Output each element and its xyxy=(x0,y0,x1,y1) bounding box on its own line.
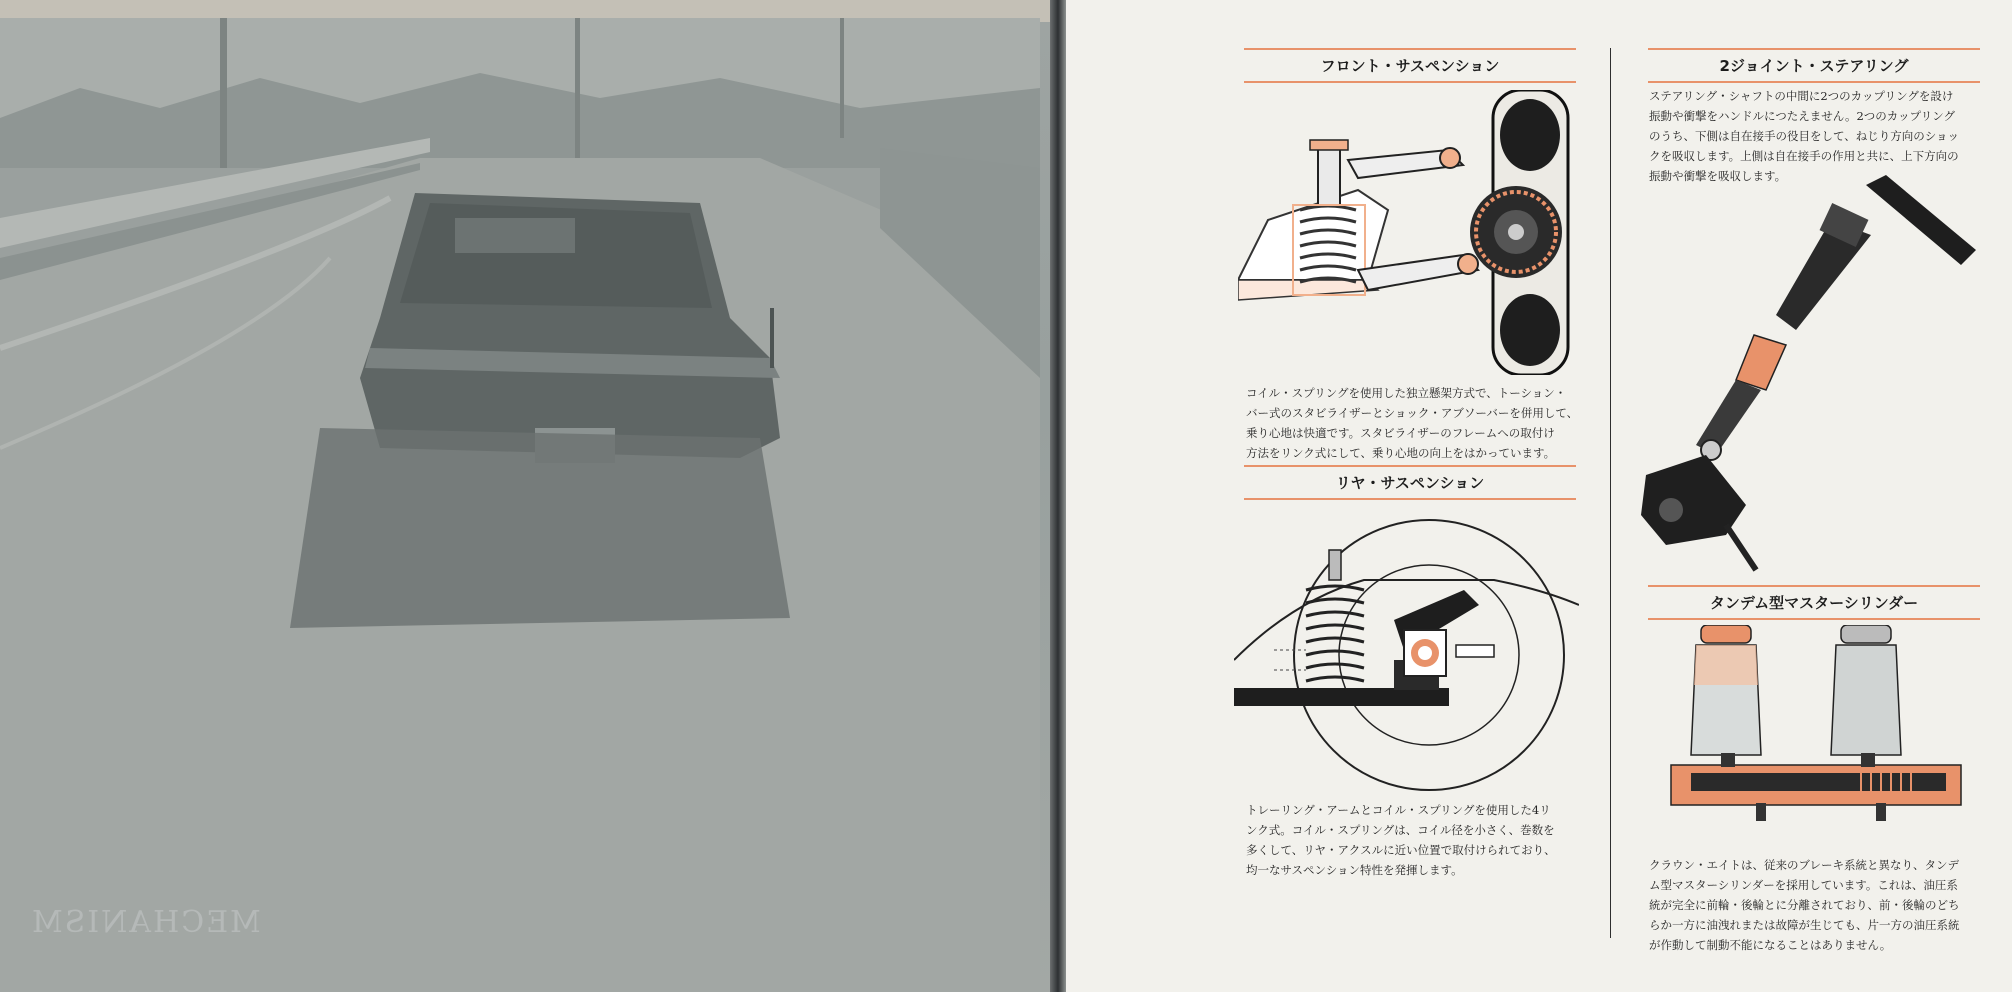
text-line: ム型マスターシリンダーを採用しています。これは、油圧系 xyxy=(1649,878,1958,892)
front-suspension-title: フロント・サスペンション xyxy=(1244,48,1576,83)
text-line: クラウン・エイトは、従来のブレーキ系統と異なり、タンデ xyxy=(1649,858,1960,872)
text-line: 振動や衝撃を吸収します。 xyxy=(1649,169,1787,183)
column-divider xyxy=(1610,48,1611,938)
front-suspension-illustration xyxy=(1238,90,1578,375)
master-cylinder-illustration xyxy=(1666,625,1966,825)
text-line: クを吸収します。上側は自在接手の作用と共に、上下方向の xyxy=(1649,149,1959,163)
mechanism-mirrored-text: MECHANISM xyxy=(30,905,261,940)
rear-suspension-text xyxy=(1246,800,1556,880)
steering-illustration xyxy=(1636,175,1976,575)
text-line: 振動や衝撃をハンドルにつたえません。2つのカップリング xyxy=(1649,109,1955,123)
text-line: トレーリング・アームとコイル・スプリングを使用した4リ xyxy=(1246,803,1551,817)
front-suspension-text xyxy=(1246,383,1578,463)
text-line: 均一なサスペンション特性を発揮します。 xyxy=(1246,863,1463,877)
text-line: ンク式。コイル・スプリングは、コイル径を小さく、巻数を xyxy=(1246,823,1555,837)
master-cylinder-title: タンデム型マスターシリンダー xyxy=(1648,585,1980,620)
text-line: らか一方に油洩れまたは故障が生じても、片一方の油圧系統 xyxy=(1649,918,1960,932)
text-line: 多くして、リヤ・アクスルに近い位置で取付けられており、 xyxy=(1246,843,1556,857)
right-page xyxy=(1066,0,2012,992)
text-line: のうち、下側は自在接手の役目をして、ねじり方向のショッ xyxy=(1649,129,1960,143)
text-line: 統が完全に前輪・後輪とに分離されており、前・後輪のどち xyxy=(1649,898,1960,912)
steering-text xyxy=(1649,86,1959,186)
master-cylinder-text xyxy=(1649,855,1960,955)
page-binding xyxy=(1050,0,1066,992)
text-line: コイル・スプリングを使用した独立懸架方式で、トーション・ xyxy=(1246,386,1567,400)
text-line: 乗り心地は快適です。スタビライザーのフレームへの取付け xyxy=(1246,426,1555,440)
text-line: が作動して制動不能になることはありません。 xyxy=(1649,938,1892,952)
steering-title: 2ジョイント・ステアリング xyxy=(1648,48,1980,83)
text-line: ステアリング・シャフトの中間に2つのカップリングを設け xyxy=(1649,89,1954,103)
rear-suspension-illustration xyxy=(1234,510,1579,795)
rear-suspension-title: リヤ・サスペンション xyxy=(1244,465,1576,500)
car-road-photo xyxy=(0,18,1040,992)
text-line: バー式のスタビライザーとショック・アブソーバーを併用して、 xyxy=(1246,406,1579,420)
text-line: 方法をリンク式にして、乗り心地の向上をはかっています。 xyxy=(1246,446,1556,460)
